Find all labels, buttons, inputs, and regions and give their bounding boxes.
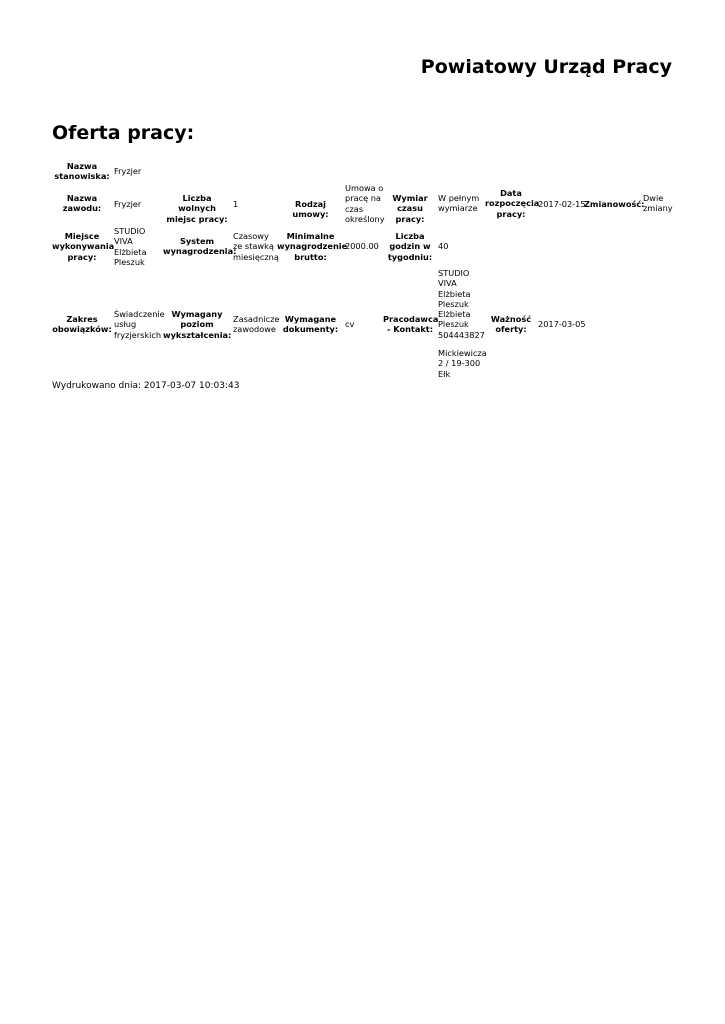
vacancies-value: 1 (233, 199, 239, 209)
vacancies-label: Liczba wolnych miejsc pracy: (166, 193, 228, 224)
hours-value: 40 (438, 241, 449, 251)
workplace-label: Miejsce wykonywania pracy: (52, 231, 115, 262)
employer-value: STUDIO VIVA Elżbieta Pleszuk Elżbieta Pleszuk 504443827 (438, 268, 485, 340)
print-date: Wydrukowano dnia: 2017-03-07 10:03:43 (52, 381, 240, 391)
employer-label: Pracodawca - Kontakt: (383, 314, 439, 335)
documents-value: cv (345, 319, 355, 329)
minsalary-value: 2000.00 (345, 241, 379, 251)
worktime-label: Wymiar czasu pracy: (392, 193, 428, 224)
offer-details-table (0, 0, 725, 400)
hours-label: Liczba godzin w tygodniu: (387, 231, 433, 262)
startdate-label: Data rozpoczęcia pracy: (485, 188, 540, 219)
worktime-value: W pełnym wymiarze (438, 193, 480, 214)
education-label: Wymagany poziom wykształcenia: (163, 309, 232, 340)
profession-value: Fryzjer (114, 199, 142, 209)
contract-value: Umowa o pracę na czas określony (345, 183, 385, 224)
documents-label: Wymagane dokumenty: (282, 314, 339, 335)
employer-address: Mickiewicza 2 / 19-300 Ełk (438, 348, 487, 379)
duties-label: Zakres obowiązków: (52, 314, 112, 335)
office-name: Powiatowy Urząd Pracy (420, 56, 672, 78)
position-value: Fryzjer (114, 166, 142, 176)
paysystem-label: System wynagrodzenia: (163, 236, 237, 257)
validity-label: Ważność oferty: (490, 314, 532, 335)
offer-title: Oferta pracy: (52, 122, 195, 144)
shifts-label: Zmianowość: (584, 199, 645, 209)
education-value: Zasadnicze zawodowe (233, 314, 280, 335)
position-label: Nazwa stanowiska: (54, 161, 110, 182)
startdate-value: 2017-02-15 (538, 199, 586, 209)
shifts-value: Dwie zmiany (643, 193, 673, 214)
duties-value: Świadczenie usług fryzjerskich (114, 309, 165, 340)
contract-label: Rodzaj umowy: (292, 199, 329, 220)
workplace-value: STUDIO VIVA Elżbieta Pleszuk (114, 226, 147, 267)
validity-value: 2017-03-05 (538, 319, 586, 329)
minsalary-label: Minimalne wynagrodzenie brutto: (277, 231, 348, 262)
paysystem-value: Czasowy ze stawką miesięczną (233, 231, 279, 262)
profession-label: Nazwa zawodu: (62, 193, 102, 214)
